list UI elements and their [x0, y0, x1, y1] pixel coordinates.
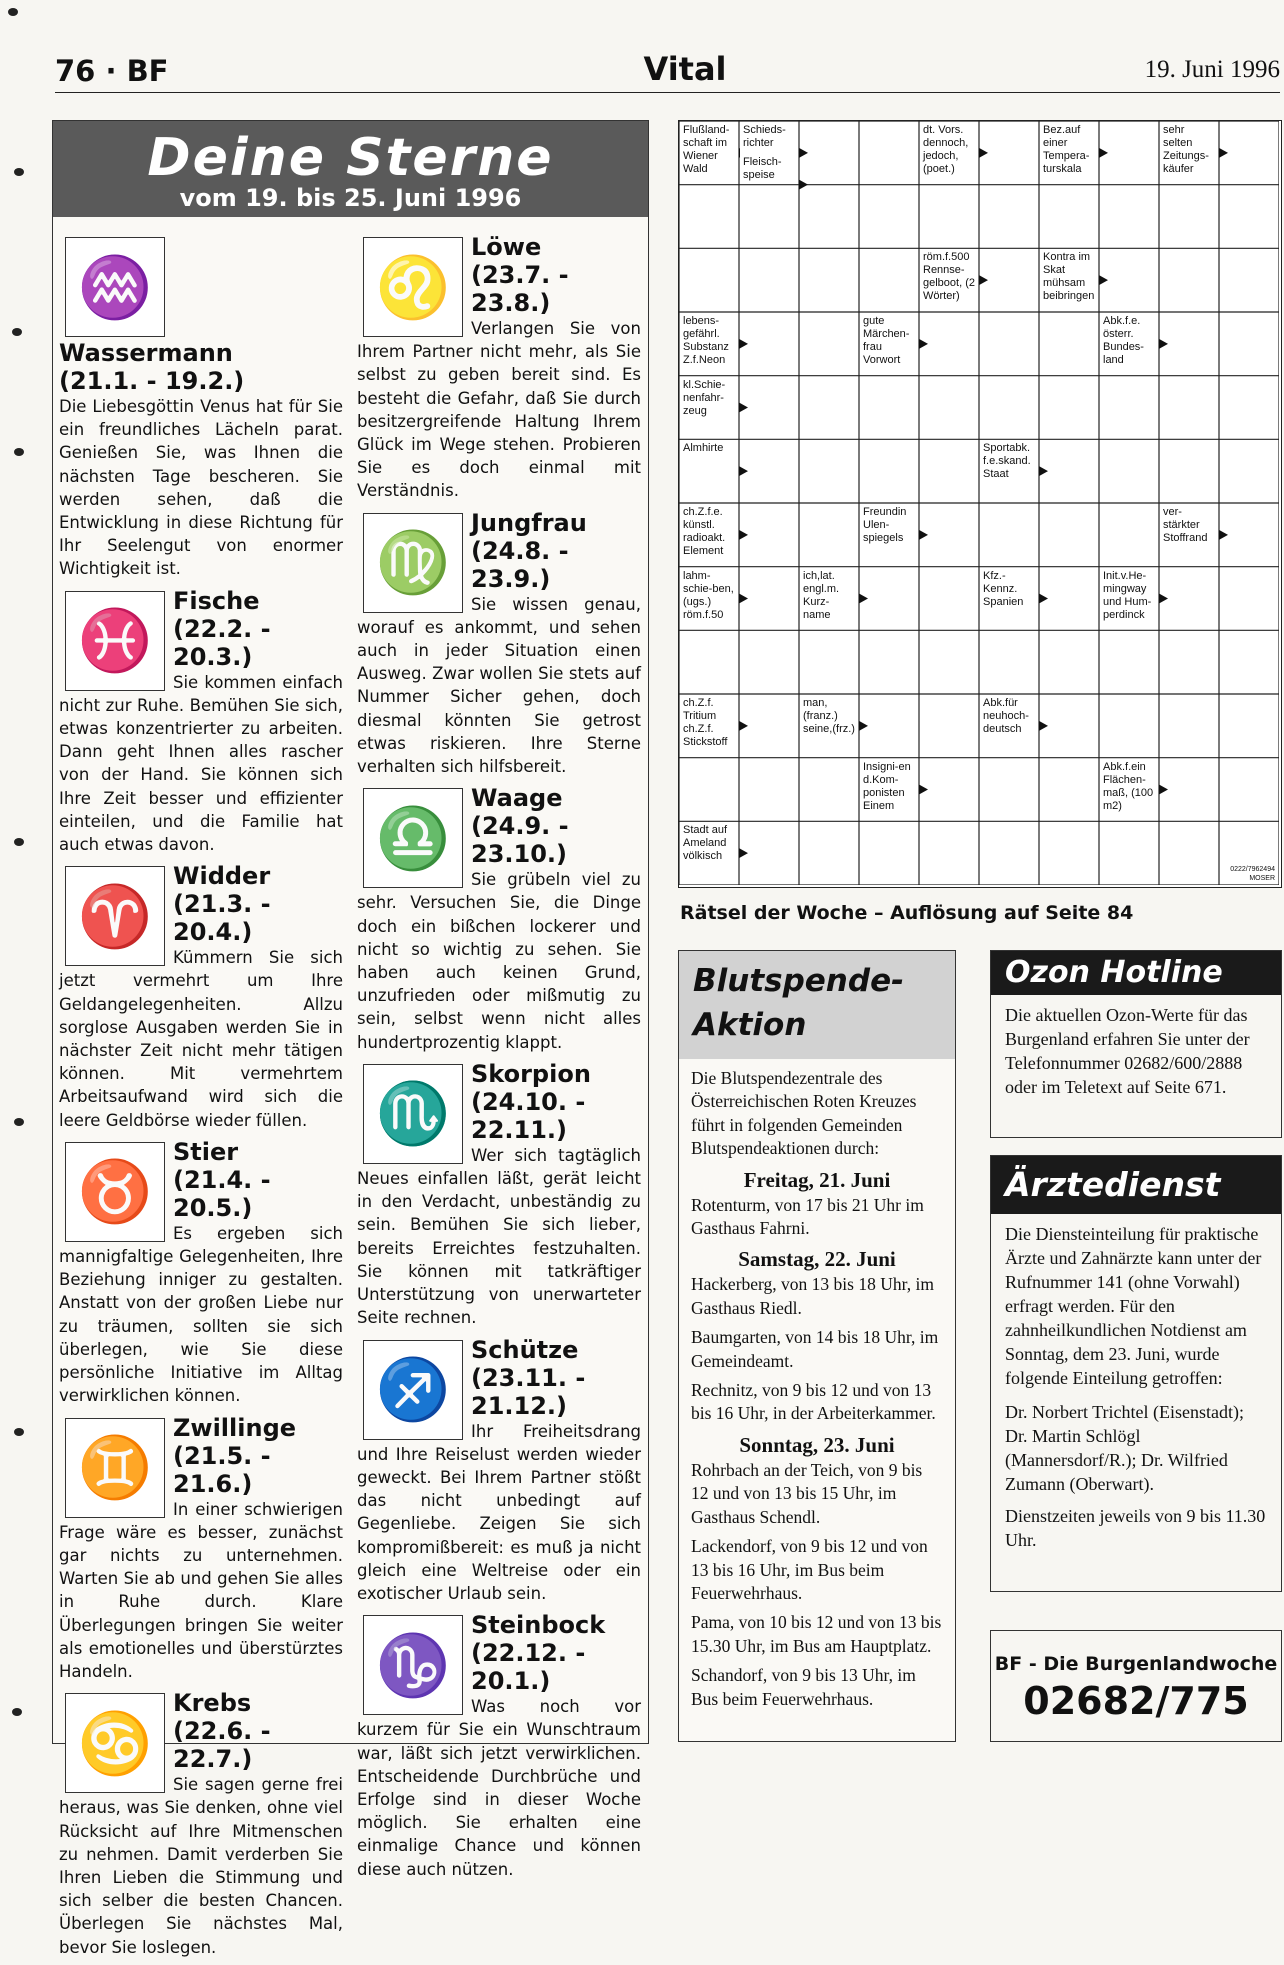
clue-arrow	[1159, 594, 1168, 604]
sign-text: Wer sich tagtäglich Neues einfallen läßt, gerät leicht in den Verdacht, unbeständig zu sein. Bemühen Sie sich lieber, bereits Erreichtes festzuhalten. Sie können mit tatkräftiger Unterstützung von unerwarteter Seite rechnen.	[357, 1145, 641, 1328]
sign-dates: (24.8. - 23.9.)	[471, 536, 569, 593]
crossword-clue: Flußland-schaft im Wiener Wald	[683, 124, 730, 175]
sign-text: Es ergeben sich mannigfaltige Gelegenheiten, Ihre Beziehung inniger zu gestalten. Anstatt von der großen Liebe nur zu träumen, sollten sie sich überlegen, wie Sie diese persönliche Initiative im Alltag verwirklichen können.	[59, 1223, 343, 1406]
horoscope-header	[53, 121, 648, 217]
horoscope-entry	[59, 1138, 343, 1408]
sign-dates: (22.2. - 20.3.)	[173, 614, 271, 671]
blood-donation-intro: Die Blutspendezentrale des Österreichischen Roten Kreuzes führt in folgenden Gemeinden Blutspendeaktionen durch:	[691, 1068, 917, 1159]
crossword-clue: Kfz.-Kennz. Spanien	[983, 569, 1024, 608]
crossword-clue: sehr selten Zeitungs-käufer	[1163, 124, 1209, 175]
blood-donation-title-2: Aktion	[693, 1007, 807, 1043]
crossword-code: 0222/7962494 MOSER	[1230, 866, 1275, 882]
crossword-clue: Abk.f.e. österr. Bundes-land	[1103, 315, 1144, 366]
sign-text: Sie sagen gerne frei heraus, was Sie denken, ohne viel Rücksicht auf Ihre Mitmenschen zu nehmen. Damit verderben Sie Ihren Lieben die Stimmung und sich selber die besten Chancen. Überlegen Sie nächstes Mal, bevor Sie loslegen.	[59, 1775, 343, 1957]
clue-arrow	[1159, 785, 1168, 795]
pisces-icon: ♓	[65, 591, 165, 691]
bf-phone: 02682/775	[1023, 1679, 1249, 1723]
sign-name: Fische	[173, 586, 260, 615]
horoscope-column-left	[59, 233, 343, 1965]
sign-name: Waage	[471, 784, 563, 813]
crossword-clue: dt. Vors. dennoch, jedoch, (poet.)	[923, 124, 969, 175]
sign-text: Die Liebesgöttin Venus hat für Sie ein freundliches Lächeln parat. Genießen Sie, was Ihnen die nächsten Tage bescheren. Sie werden sehen, daß die Entwicklung in diese Richtung für Ihr Seelengut von enormer Wichtigkeit ist.	[59, 397, 343, 579]
doctor-service-info: Die Diensteinteilung für praktische Ärzte und Zahnärzte kann unter der Rufnummer 141 (ohne Vorwahl) erfragt werden. Für den zahnheilkundlichen Notdienst am Sonntag, dem 23. Juni, wurde folgende Einteilung getroffen:	[1005, 1224, 1262, 1388]
clue-arrow	[739, 339, 748, 349]
cancer-icon: ♋	[65, 1693, 165, 1793]
horoscope-subtitle: vom 19. bis 25. Juni 1996	[179, 184, 522, 212]
clue-arrow	[1039, 466, 1048, 476]
crossword-clue: ich,lat. engl.m. Kurz-name	[803, 569, 840, 621]
sign-name: Löwe	[471, 233, 542, 261]
margin-mark	[8, 8, 18, 16]
donation-location: Baumgarten, von 14 bis 18 Uhr, im Gemeindeamt.	[691, 1327, 939, 1371]
clue-arrow	[739, 530, 748, 540]
crossword-clue: Sportabk. f.e.skand. Staat	[983, 442, 1031, 481]
clue-arrow	[919, 785, 928, 795]
donation-day: Freitag, 21. Juni	[743, 1167, 891, 1192]
donation-location: Rechnitz, von 9 bis 12 und von 13 bis 16 Uhr, in der Arbeiterkammer.	[691, 1380, 936, 1424]
sign-text: Verlangen Sie von Ihrem Partner nicht mehr, als Sie selbst zu geben bereit sind. Es besteht die Gefahr, daß Sie durch besitzergreifende Haltung Ihrem Glück im Wege stehen. Probieren Sie es doch einmal mit Verständnis.	[357, 319, 641, 501]
donation-day: Samstag, 22. Juni	[738, 1247, 896, 1272]
blood-donation-body	[679, 1059, 955, 1725]
sagittarius-icon: ♐	[363, 1340, 463, 1440]
blood-donation-title-1: Blutspende-	[693, 963, 904, 999]
crossword-clue: Schieds-richter	[743, 124, 786, 149]
clue-arrow	[1219, 530, 1228, 540]
sign-name: Widder	[173, 862, 271, 891]
crossword-puzzle	[678, 120, 1282, 888]
crossword-clue: Bez.auf einer Tempera-turskala	[1043, 124, 1090, 175]
sign-text: Kümmern Sie sich jetzt vermehrt um Ihre Geldangelegenheiten. Allzu sorglose Ausgaben werden Sie in nächster Zeit nicht mehr tätigen können. Mit vermehrtem Arbeitsaufwand wird sich die leere Geldbörse wieder füllen.	[59, 948, 343, 1130]
sign-name: Zwillinge	[173, 1413, 297, 1442]
sign-dates: (23.7. - 23.8.)	[471, 261, 569, 317]
ozone-hotline-box	[990, 950, 1282, 1138]
horoscope-entry	[357, 1060, 641, 1330]
aquarius-icon: ♒	[65, 237, 165, 337]
section-title: Vital	[643, 50, 727, 88]
crossword-clue: Kontra im Skat mühsam beibringen	[1043, 251, 1095, 303]
clue-arrow	[739, 466, 748, 476]
crossword-clue: lahm-schie-ben,(ugs.) röm.f.50	[683, 569, 734, 621]
sign-name: Krebs	[173, 1689, 252, 1718]
clue-arrow	[799, 180, 808, 190]
clue-arrow	[799, 148, 808, 158]
margin-mark	[12, 328, 22, 336]
gemini-icon: ♊	[65, 1418, 165, 1518]
horoscope-box	[52, 120, 649, 1957]
horoscope-entry	[357, 509, 641, 779]
clue-arrow	[1159, 339, 1168, 349]
crossword-clue: Abk.f.ein Flächen-maß, (100 m2)	[1103, 760, 1154, 812]
clue-arrow	[919, 339, 928, 349]
horoscope-entry	[357, 784, 641, 1054]
crossword-clue: Fleisch-speise	[743, 155, 782, 181]
margin-mark	[14, 168, 24, 176]
sign-dates: (22.6. - 22.7.)	[173, 1717, 271, 1774]
donation-location: Lackendorf, von 9 bis 12 und von 13 bis 16 Uhr, im Bus beim Feuerwehrhaus.	[691, 1536, 928, 1603]
crossword-grid	[679, 121, 1279, 885]
clue-arrow	[859, 721, 868, 731]
horoscope-entry	[59, 1689, 343, 1959]
sign-dates: (21.1. - 19.2.)	[59, 367, 245, 395]
crossword-clue: röm.f.500 Rennse-gelboot, (2 Wörter)	[923, 251, 975, 303]
sign-name: Skorpion	[471, 1059, 591, 1088]
horoscope-entry	[357, 1336, 641, 1606]
crossword-clue: ch.Z.f.e. künstl. radioakt. Element	[683, 506, 726, 557]
bf-name: BF - Die Burgenlandwoche	[994, 1653, 1278, 1675]
horoscope-entry	[59, 1414, 343, 1684]
crossword-clue: gute Märchen-frau Vorwort	[863, 315, 910, 366]
crossword-clue: Almhirte	[683, 442, 724, 455]
sign-dates: (24.9. - 23.10.)	[471, 812, 569, 869]
crossword-clue: ver-stärkter Stoffrand	[1163, 506, 1208, 544]
sign-text: Ihr Freiheitsdrang und Ihre Reiselust werden wieder geweckt. Bei Ihrem Partner stößt das nicht unbedingt auf Gegenliebe. Zeigen Sie sich kompromißbereit: es muß ja nicht gleich eine Weltreise oder ein exotischer Urlaub sein.	[357, 1421, 641, 1603]
margin-mark	[14, 448, 24, 456]
crossword-clue: Init.v.He-mingway und Hum-perdinck	[1103, 569, 1152, 621]
clue-arrow	[1039, 594, 1048, 604]
sign-text: In einer schwierigen Frage wäre es besser, zunächst gar nichts zu unternehmen. Warten Sie ab und gehen Sie alles in Ruhe durch. Klare Überlegungen bringen Sie weiter als emotionelles und überstürztes Handeln.	[59, 1499, 343, 1681]
horoscope-entry	[357, 1611, 641, 1881]
crossword-clue: kl.Schie-nenfahr-zeug	[683, 378, 726, 417]
leo-icon: ♌	[363, 237, 463, 337]
blood-donation-box	[678, 950, 956, 1742]
margin-mark	[14, 1428, 24, 1436]
margin-mark	[14, 838, 24, 846]
sign-name: Stier	[173, 1137, 239, 1166]
crossword-clue: man, (franz.) seine,(frz.)	[803, 697, 855, 735]
donation-location: Schandorf, von 9 bis 13 Uhr, im Bus beim Feuerwehrhaus.	[691, 1665, 916, 1709]
horoscope-entry	[59, 233, 343, 581]
donation-location: Rohrbach an der Teich, von 9 bis 12 und von 13 bis 15 Uhr, im Gasthaus Schendl.	[691, 1459, 923, 1527]
clue-arrow	[1039, 721, 1048, 731]
doctor-service-box	[990, 1155, 1282, 1592]
horoscope-entry	[59, 587, 343, 857]
horoscope-title: Deine Sterne	[147, 128, 554, 188]
sign-dates: (23.11. - 21.12.)	[471, 1363, 586, 1420]
clue-arrow	[739, 594, 748, 604]
clue-arrow	[1099, 148, 1108, 158]
margin-mark	[14, 1118, 24, 1126]
sign-name: Wassermann	[59, 339, 233, 367]
clue-arrow	[739, 721, 748, 731]
crossword-footer: Rätsel der Woche – Auflösung auf Seite 84	[680, 902, 1134, 924]
clue-arrow	[1219, 148, 1228, 158]
crossword-clue: ch.Z.f. Tritium ch.Z.f. Stickstoff	[683, 697, 728, 748]
clue-arrow	[1099, 275, 1108, 285]
ozone-text: Die aktuellen Ozon-Werte für das Burgenland erfahren Sie unter der Telefonnummer 02682/600/2888 oder im Teletext auf Seite 671.	[1005, 1005, 1250, 1097]
sign-name: Schütze	[471, 1335, 579, 1364]
crossword-clue: Freundin Ulen-spiegels	[863, 506, 907, 544]
margin-mark	[12, 1708, 22, 1716]
clue-arrow	[739, 848, 748, 858]
sign-text: Sie wissen genau, worauf es ankommt, und sehen auch in jeder Situation einen Ausweg. Zwar wollen Sie stets auf Nummer Sicher gehen, doch diesmal könnten Sie getrost etwas riskieren. Ihre Sterne verhalten sich hilfsbereit.	[357, 594, 641, 777]
sign-dates: (21.3. - 20.4.)	[173, 890, 271, 947]
sign-dates: (21.4. - 20.5.)	[173, 1165, 271, 1222]
sign-text: Sie grübeln viel zu sehr. Versuchen Sie, die Dinge doch ein bißchen lockerer und nicht so wichtig zu sehen. Sie haben auch keinen Grund, unzufrieden oder mißmutig zu sein, selbst wenn nicht alles hundertprozentig klappt.	[357, 870, 641, 1052]
issue-date: 19. Juni 1996	[1144, 56, 1280, 83]
virgo-icon: ♍	[363, 513, 463, 613]
page-number: 76 · BF	[55, 54, 169, 88]
horoscope-entry	[59, 862, 343, 1132]
crossword-clue: lebens-gefährl. Substanz Z.f.Neon	[683, 315, 729, 366]
sign-dates: (21.5. - 21.6.)	[173, 1441, 271, 1498]
clue-arrow	[739, 403, 748, 413]
clue-arrow	[979, 275, 988, 285]
libra-icon: ♎	[363, 788, 463, 888]
bf-contact-box	[990, 1630, 1282, 1742]
crossword-clue: Abk.für neuhoch-deutsch	[983, 697, 1029, 735]
page-header	[55, 50, 1280, 93]
clue-arrow	[859, 594, 868, 604]
crossword-clue: Insigni-en d.Kom-ponisten Einem	[863, 760, 911, 812]
sign-text: Was noch vor kurzem für Sie ein Wunschtraum war, läßt sich jetzt verwirklichen. Entscheidende Durchbrüche und Erfolge sind in dieser Woche möglich. Sie erhalten eine einmalige Chance und können diese auch nützen.	[357, 1697, 641, 1879]
horoscope-entry	[357, 233, 641, 503]
sign-name: Jungfrau	[471, 508, 587, 537]
sign-text: Sie kommen einfach nicht zur Ruhe. Bemühen Sie sich, etwas konzentrierter zu arbeiten. Dann geht Ihnen alles rascher von der Hand. Sie können sich Ihre Zeit besser und effizienter einteilen, und die Familie hat auch etwas davon.	[59, 672, 343, 855]
sign-dates: (22.12. - 20.1.)	[471, 1639, 586, 1696]
horoscope-column-right	[357, 233, 641, 1887]
donation-day: Sonntag, 23. Juni	[739, 1432, 895, 1457]
blood-donation-header	[679, 951, 955, 1059]
crossword-clue: Stadt auf Ameland völkisch	[683, 824, 728, 863]
doctor-service-names: Dr. Norbert Trichtel (Eisenstadt); Dr. Martin Schlögl (Mannersdorf/R.); Dr. Wilfried Zumann (Oberwart).	[1005, 1402, 1244, 1494]
sign-dates: (24.10. - 22.11.)	[471, 1087, 586, 1144]
ozone-title: Ozon Hotline	[991, 951, 1281, 995]
clue-arrow	[979, 148, 988, 158]
aries-icon: ♈	[65, 866, 165, 966]
doctor-service-hours: Dienstzeiten jeweils von 9 bis 11.30 Uhr.	[1005, 1506, 1266, 1550]
clue-arrow	[919, 530, 928, 540]
scorpio-icon: ♏	[363, 1064, 463, 1164]
sign-name: Steinbock	[471, 1611, 606, 1640]
capricorn-icon: ♑	[363, 1615, 463, 1715]
donation-location: Hackerberg, von 13 bis 18 Uhr, im Gasthaus Riedl.	[691, 1274, 934, 1318]
donation-location: Rotenturm, von 17 bis 21 Uhr im Gasthaus Fahrni.	[691, 1194, 924, 1239]
doctor-service-title: Ärztedienst	[991, 1156, 1281, 1214]
taurus-icon: ♉	[65, 1142, 165, 1242]
donation-location: Pama, von 10 bis 12 und von 13 bis 15.30 Uhr, im Bus am Hauptplatz.	[691, 1612, 942, 1656]
